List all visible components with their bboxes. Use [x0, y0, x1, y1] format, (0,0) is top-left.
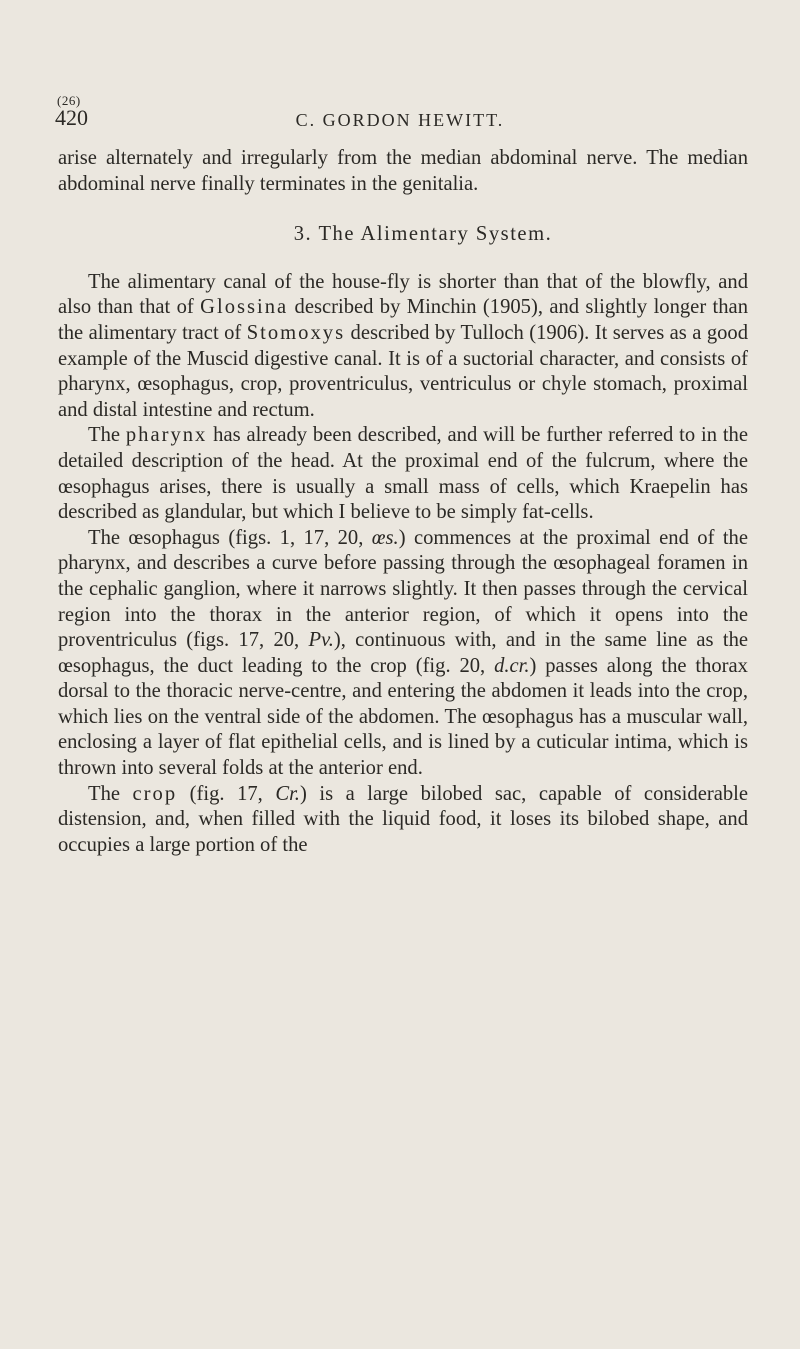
- paragraph: arise alternately and irregularly from the median abdominal nerve. The median abdominal nerve finally terminates in the genitalia.: [58, 147, 748, 195]
- text-run: ) commences at the proximal end of the pharynx, and describes a curve before passing through the œsophageal foramen in the cephalic ganglion, where it narrows slightly. It then passes through the cervical region into the thorax in the anterior region, of which it opens into the proventriculus (figs. 17, 20,: [58, 526, 748, 652]
- figure-label: Pv.: [308, 629, 334, 652]
- sheet-number: (26): [57, 93, 81, 108]
- figure-label: Cr.: [275, 782, 300, 805]
- running-head: C. GORDON HEWITT.: [295, 110, 505, 130]
- paragraph: [58, 526, 748, 782]
- paragraph: [58, 423, 748, 525]
- text-run: has already been described, and will be further referred to in the detailed description of the head. At the proximal end of the fulcrum, where the œsophagus arises, there is usually a small mass of cells, which Kraepelin has described as glandular, but which I believe to be simply fat-cells.: [58, 424, 748, 524]
- figure-label: œs.: [371, 526, 399, 549]
- genus-name: Glossina: [200, 296, 289, 319]
- text-run: The œsophagus (figs. 1, 17, 20,: [88, 526, 372, 549]
- section-title: 3. The Alimentary System.: [293, 223, 553, 246]
- figure-label: d.cr.: [494, 654, 530, 677]
- text-run: described by Tulloch (1906). It serves as a good example of the Muscid digestive canal. It is of a suctorial character, and consists of pharynx, œsophagus, crop, proventriculus, ventriculus or chyle stomach, proximal and distal intestine and rectum.: [58, 321, 749, 421]
- text-run: The alimentary canal of the house-fly is shorter than that of the blowfly, and also than that of: [58, 270, 748, 319]
- text-run: The: [88, 424, 126, 447]
- term-crop: crop: [132, 782, 178, 805]
- text-run: The: [88, 782, 133, 805]
- paragraph: [58, 782, 748, 859]
- paragraph: [58, 270, 748, 424]
- page-number: 420: [55, 105, 88, 130]
- term-pharynx: pharynx: [125, 424, 208, 447]
- text-run: ) passes along the thorax dorsal to the thoracic nerve-centre, and entering the abdomen it leads into the crop, which lies on the ventral side of the abdomen. The œsophagus has a muscular wall, enclosing a layer of flat epithelial cells, and is lined by a cuticular intima, which is thrown into several folds at the anterior end.: [58, 654, 748, 780]
- body-text: [58, 146, 748, 858]
- text-run: described by Minchin (1905), and slightly longer than the alimentary tract of: [58, 296, 748, 344]
- text-run: ) is a large bilobed sac, capable of considerable distension, and, when filled with the liquid food, it loses its bilobed shape, and occupies a large portion of the: [58, 782, 748, 856]
- text-run: (fig. 17,: [177, 782, 276, 805]
- text-run: ), continuous with, and in the same line as the œsophagus, the duct leading to the crop (fig. 20,: [58, 629, 749, 677]
- genus-name: Stomoxys: [246, 321, 346, 344]
